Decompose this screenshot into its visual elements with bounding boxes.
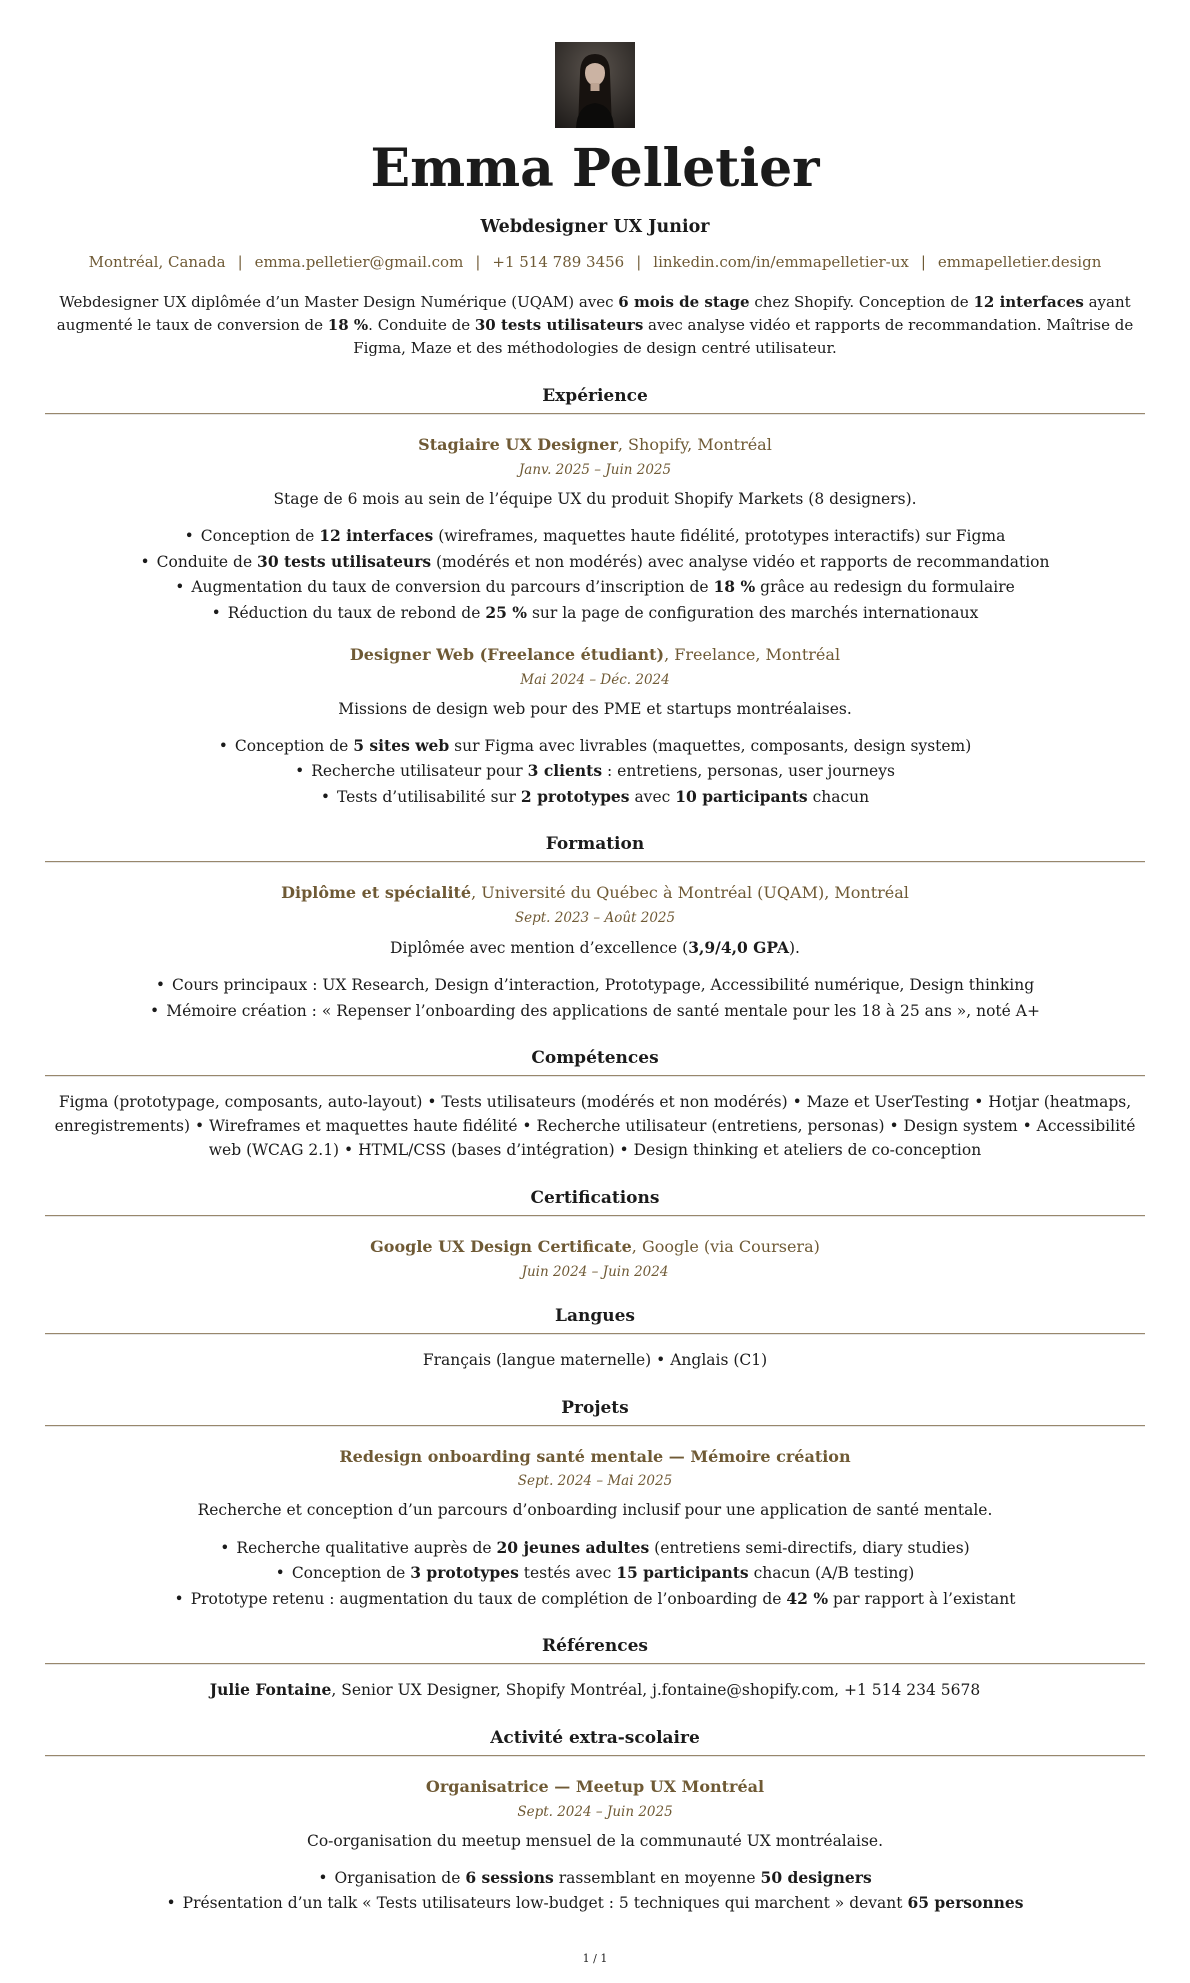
contact-separator: |	[920, 252, 926, 271]
entry-bullet-list	[45, 974, 1145, 1022]
text-bold: 3,9/4,0 GPA	[688, 937, 789, 957]
text-bold: 65 personnes	[907, 1893, 1024, 1913]
text-bold: 5 sites web	[353, 735, 450, 755]
text-run: : entretiens, personas, user journeys	[602, 762, 895, 781]
section-divider	[45, 1333, 1145, 1334]
text-run: Augmentation du taux de conversion du parcours d’inscription de	[191, 578, 714, 597]
section-divider	[45, 1755, 1145, 1756]
text-run: Conception de	[200, 527, 320, 546]
entry-description	[45, 936, 1145, 960]
text-run: Cours principaux : UX Research, Design d’interaction, Prototypage, Accessibilité numérique, Design thinking	[172, 976, 1035, 995]
entry-bullet-list	[45, 1537, 1145, 1610]
role-subtitle: Webdesigner UX Junior	[480, 216, 710, 237]
text-run: avec	[629, 787, 676, 806]
section-heading: Références	[542, 1636, 648, 1656]
text-run: ).	[788, 938, 800, 957]
bullet-item	[45, 602, 1145, 624]
bullet-dot: •	[155, 976, 165, 995]
section-paragraph	[45, 1678, 1145, 1702]
text-bold: 20 jeunes adultes	[496, 1537, 650, 1557]
bullet-item	[45, 1588, 1145, 1610]
entry-date: Mai 2024 – Déc. 2024	[520, 671, 670, 688]
entry-date: Sept. 2024 – Juin 2025	[517, 1803, 673, 1820]
text-bold: 18 %	[327, 315, 369, 334]
section-heading: Langues	[555, 1305, 635, 1326]
text-run: Webdesigner UX diplômée d’un Master Design Numérique (UQAM) avec	[59, 292, 619, 311]
contact-item: emma.pelletier@gmail.com	[254, 252, 464, 271]
summary-paragraph	[55, 291, 1135, 361]
bullet-item	[45, 974, 1145, 996]
contact-line	[45, 253, 1145, 271]
text-bold: 3 prototypes	[410, 1563, 519, 1583]
bullet-dot: •	[166, 1894, 176, 1913]
text-run: (modérés et non modérés) avec analyse vidéo et rapports de recommandation	[431, 552, 1050, 571]
text-bold: 6 mois de stage	[618, 292, 750, 311]
text-run: Présentation d’un talk « Tests utilisateurs low-budget : 5 techniques qui marchent » devant	[182, 1894, 908, 1913]
entry-subtitle: , Freelance, Montréal	[664, 645, 841, 665]
bullet-item	[45, 551, 1145, 573]
entry-description: Missions de design web pour des PME et startups montréalaises.	[338, 699, 852, 718]
entry	[45, 1446, 1145, 1610]
text-bold: 12 interfaces	[319, 526, 434, 546]
text-bold: 42 %	[786, 1588, 829, 1608]
text-bold: 25 %	[485, 602, 528, 622]
contact-item: linkedin.com/in/emmapelletier-ux	[653, 252, 909, 271]
entry-title: Designer Web (Freelance étudiant)	[349, 645, 665, 665]
text-run: Conduite de	[156, 552, 258, 571]
text-run: testés avec	[518, 1564, 617, 1583]
entry-header	[45, 1776, 1145, 1798]
bullet-dot: •	[295, 762, 305, 781]
contact-separator: |	[636, 252, 642, 271]
bullet-dot: •	[184, 527, 194, 546]
section-experience	[45, 386, 1145, 808]
section-divider	[45, 861, 1145, 862]
bullet-item	[45, 1892, 1145, 1914]
section-references	[45, 1636, 1145, 1702]
entry-header	[45, 882, 1145, 904]
section-projets	[45, 1398, 1145, 1610]
entry	[45, 1236, 1145, 1280]
section-heading: Projets	[561, 1397, 629, 1418]
entry-title: Organisatrice — Meetup UX Montréal	[425, 1777, 765, 1797]
text-run: Tests d’utilisabilité sur	[336, 787, 521, 806]
text-run: par rapport à l’existant	[828, 1589, 1016, 1608]
text-bold: 50 designers	[760, 1867, 872, 1887]
bullet-dot: •	[175, 578, 185, 597]
text-run: Diplômée avec mention d’excellence (	[390, 938, 689, 957]
text-run: chez Shopify. Conception de	[749, 292, 974, 311]
section-paragraph: Figma (prototypage, composants, auto-layout) • Tests utilisateurs (modérés et non modérés) • Maze et UserTesting • Hotjar (heatmaps, enregistrements) • Wireframes et maquettes haute fidélité • Recherche utilisateur (entretiens, personas) • Design system • Accessibilité web (WCAG 2.1) • HTML/CSS (bases d’intégration) • Design thinking et ateliers de co-conception	[54, 1093, 1136, 1160]
entry-description: Stage de 6 mois au sein de l’équipe UX du produit Shopify Markets (8 designers).	[273, 489, 917, 508]
profile-photo	[555, 42, 635, 128]
bullet-item	[45, 576, 1145, 598]
entry-subtitle: , Shopify, Montréal	[617, 435, 772, 455]
section-heading: Expérience	[542, 386, 648, 407]
text-run: Recherche utilisateur pour	[311, 762, 528, 781]
sections-container	[45, 360, 1145, 1917]
entry-subtitle: , Google (via Coursera)	[631, 1237, 820, 1257]
entry-bullet-list	[45, 735, 1145, 808]
text-run: Organisation de	[334, 1868, 466, 1887]
section-competences	[45, 1048, 1145, 1162]
bullet-dot: •	[150, 1001, 160, 1020]
bullet-item	[45, 760, 1145, 782]
entry-title: Redesign onboarding santé mentale — Mémoire création	[339, 1446, 851, 1466]
text-bold: 2 prototypes	[520, 786, 630, 806]
contact-item: +1 514 789 3456	[492, 252, 625, 271]
bullet-dot: •	[218, 736, 228, 755]
text-bold: 30 tests utilisateurs	[257, 551, 432, 571]
text-run: (entretiens semi-directifs, diary studies)	[649, 1538, 970, 1557]
section-heading: Formation	[545, 834, 645, 855]
section-divider	[45, 1425, 1145, 1426]
text-run: avec analyse vidéo et rapports de recommandation. Maîtrise de Figma, Maze et des méthodologies de design centré utilisateur.	[353, 315, 1134, 358]
section-heading: Activité extra-scolaire	[490, 1728, 700, 1749]
section-divider	[45, 413, 1145, 414]
entry	[45, 1776, 1145, 1915]
text-run: Conception de	[291, 1564, 411, 1583]
portrait-image	[555, 42, 635, 128]
bullet-dot: •	[174, 1589, 184, 1608]
text-run: Prototype retenu : augmentation du taux de complétion de l’onboarding de	[190, 1589, 787, 1608]
entry	[45, 882, 1145, 1022]
section-activite-extra-scolaire	[45, 1728, 1145, 1915]
bullet-dot: •	[275, 1564, 285, 1583]
section-langues	[45, 1306, 1145, 1372]
entry-bullet-list	[45, 1867, 1145, 1915]
entry-date: Sept. 2023 – Août 2025	[514, 909, 676, 926]
bullet-item	[45, 735, 1145, 757]
section-divider	[45, 1663, 1145, 1664]
text-run: Conception de	[234, 736, 354, 755]
text-run: sur la page de configuration des marchés internationaux	[527, 603, 979, 622]
bullet-item	[45, 1537, 1145, 1559]
bullet-dot: •	[140, 552, 150, 571]
section-divider	[45, 1075, 1145, 1076]
text-run: , Senior UX Designer, Shopify Montréal, j.fontaine@shopify.com, +1 514 234 5678	[331, 1681, 981, 1699]
text-run: Recherche qualitative auprès de	[236, 1538, 497, 1557]
entry-header	[45, 644, 1145, 666]
entry	[45, 434, 1145, 624]
entry-subtitle: , Université du Québec à Montréal (UQAM), Montréal	[471, 883, 909, 903]
bullet-item	[45, 1562, 1145, 1584]
name-heading: Emma Pelletier	[370, 138, 820, 199]
entry	[45, 644, 1145, 808]
contact-item: Montréal, Canada	[88, 252, 226, 271]
section-heading: Certifications	[530, 1188, 660, 1209]
text-bold: 3 clients	[527, 761, 603, 781]
section-certifications	[45, 1188, 1145, 1280]
entry-date: Sept. 2024 – Mai 2025	[517, 1473, 673, 1490]
text-bold: Julie Fontaine	[209, 1680, 332, 1699]
text-run: ayant augmenté le taux de conversion de	[56, 292, 1131, 334]
bullet-dot: •	[320, 787, 330, 806]
text-run: sur Figma avec livrables (maquettes, composants, design system)	[449, 736, 972, 755]
text-run: chacun (A/B testing)	[748, 1564, 915, 1583]
text-bold: 10 participants	[675, 786, 808, 806]
text-run: Mémoire création : « Repenser l’onboarding des applications de santé mentale pour les 18 à 25 ans », noté A+	[166, 1001, 1040, 1020]
text-run: chacun	[807, 787, 870, 806]
bullet-dot: •	[220, 1538, 230, 1557]
entry-description: Recherche et conception d’un parcours d’onboarding inclusif pour une application de santé mentale.	[197, 1501, 993, 1520]
section-formation	[45, 834, 1145, 1022]
section-divider	[45, 1215, 1145, 1216]
entry-description: Co-organisation du meetup mensuel de la communauté UX montréalaise.	[306, 1831, 884, 1850]
entry-bullet-list	[45, 525, 1145, 624]
entry-header	[45, 434, 1145, 456]
entry-date: Juin 2024 – Juin 2024	[521, 1263, 669, 1280]
bullet-item	[45, 525, 1145, 547]
text-bold: 30 tests utilisateurs	[474, 315, 644, 334]
contact-separator: |	[475, 252, 481, 271]
entry-title: Stagiaire UX Designer	[418, 435, 618, 455]
text-run: Réduction du taux de rebond de	[227, 603, 486, 622]
text-run: (wireframes, maquettes haute fidélité, prototypes interactifs) sur Figma	[433, 527, 1006, 546]
text-run: grâce au redesign du formulaire	[755, 578, 1015, 597]
bullet-item	[45, 1867, 1145, 1889]
contact-separator: |	[237, 252, 243, 271]
bullet-dot: •	[211, 603, 221, 622]
bullet-item	[45, 1000, 1145, 1022]
text-bold: 6 sessions	[465, 1867, 554, 1887]
contact-item: emmapelletier.design	[937, 252, 1102, 271]
page-number: 1 / 1	[582, 1951, 608, 1965]
section-heading: Compétences	[531, 1048, 659, 1069]
text-bold: 15 participants	[616, 1563, 749, 1583]
entry-title: Diplôme et spécialité	[281, 883, 472, 903]
entry-header	[45, 1446, 1145, 1468]
text-bold: 18 %	[713, 577, 756, 597]
bullet-item	[45, 786, 1145, 808]
entry-date: Janv. 2025 – Juin 2025	[518, 461, 672, 478]
section-paragraph: Français (langue maternelle) • Anglais (C1)	[422, 1350, 768, 1369]
text-bold: 12 interfaces	[973, 292, 1084, 311]
bullet-dot: •	[318, 1868, 328, 1887]
text-run: . Conduite de	[368, 315, 475, 334]
text-run: rassemblant en moyenne	[553, 1868, 761, 1887]
entry-title: Google UX Design Certificate	[370, 1237, 632, 1257]
entry-header	[45, 1236, 1145, 1258]
